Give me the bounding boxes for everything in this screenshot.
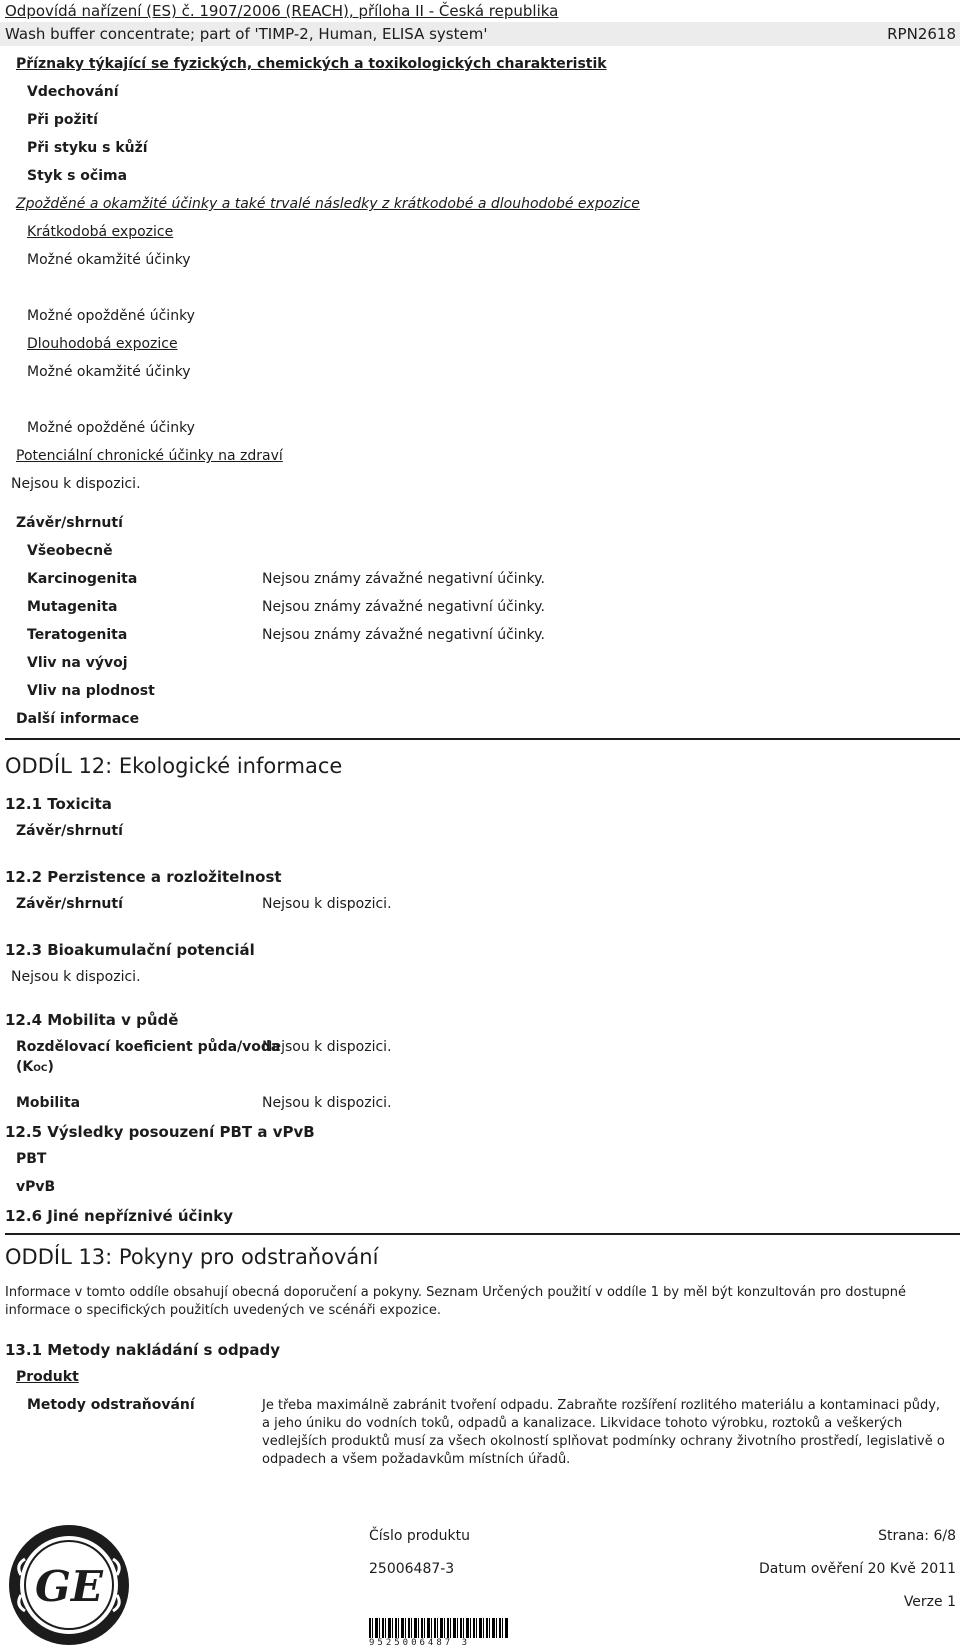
fertility-label: Vliv na plodnost [27,683,155,699]
footer-product-label: Číslo produktu [369,1528,470,1544]
section12-title: ODDÍL 12: Ekologické informace [5,754,343,778]
long-immediate-label: Možné okamžité účinky [27,364,191,380]
short-immediate-label: Možné okamžité účinky [27,252,191,268]
partition-koc-close: ) [47,1059,54,1075]
partition-koc-label [16,1059,54,1076]
summary-heading: Závěr/shrnutí [16,515,123,531]
general-label: Všeobecně [27,543,113,559]
mutagenicity-value: Nejsou známy závažné negativní účinky. [262,599,545,615]
barcode-digits: 9525006487 3 [369,1638,471,1648]
product-heading: Produkt [16,1369,79,1385]
other-info-label: Další informace [16,711,140,727]
long-delayed-label: Možné opožděné účinky [27,420,195,436]
carcinogenicity-value: Nejsou známy závažné negativní účinky. [262,571,545,587]
short-delayed-label: Možné opožděné účinky [27,308,195,324]
ge-logo [7,1523,131,1647]
partition-label: Rozdělovací koeficient půda/voda [16,1039,281,1055]
methods-heading: 13.1 Metody nakládání s odpady [5,1341,281,1359]
development-label: Vliv na vývoj [27,655,128,671]
vpvb-label: vPvB [16,1179,56,1195]
mobility-label: Mobilita [16,1095,81,1111]
section13-title: ODDÍL 13: Pokyny pro odstraňování [5,1245,379,1269]
label-skin-contact: Při styku s kůží [27,140,148,156]
label-ingestion: Při požití [27,112,98,128]
toxicity-heading: 12.1 Toxicita [5,795,112,813]
section13-intro: Informace v tomto oddíle obsahují obecná doporučení a pokyny. Seznam Určených použití v oddíle 1 by měl být konzultován pro dostupné informace o specifických použitích uvedených ve scénáři expozice. [5,1285,907,1318]
footer-date: Datum ověření 20 Kvě 2011 [759,1561,956,1577]
disposal-label: Metody odstraňování [27,1397,195,1413]
header-product-name: Wash buffer concentrate; part of 'TIMP-2, Human, ELISA system' [5,25,488,43]
symptoms-heading: Příznaky týkající se fyzických, chemických a toxikologických charakteristik [16,56,607,72]
header-regulation: Odpovídá nařízení (ES) č. 1907/2006 (REACH), příloha II - Česká republika [5,2,559,20]
chronic-value: Nejsou k dispozici. [11,476,141,492]
ge-logo-text: GE [35,1562,103,1611]
other-effects-heading: 12.6 Jiné nepříznivé účinky [5,1207,234,1225]
label-eye-contact: Styk s očima [27,168,128,184]
teratogenicity-value: Nejsou známy závažné negativní účinky. [262,627,545,643]
toxicity-summary-label: Závěr/shrnutí [16,823,123,839]
disposal-text: Je třeba maximálně zabránit tvoření odpadu. Zabraňte rozšíření rozlitého materiálu a kontaminaci půdy, a jeho úniku do vodních toků, odpadů a kanalizace. Likvidace tohoto výrobku, roztoků a veškerých vedlejších produktů musí za všech okolností splňovat podmínky ochrany životního prostředí, legislativě o odpadech a všem požadavkům místních úřadů. [262,1398,945,1467]
persistence-summary-label: Závěr/shrnutí [16,896,123,912]
section12-rule [5,738,960,740]
persistence-heading: 12.2 Perzistence a rozložitelnost [5,868,282,886]
bioaccumulation-heading: 12.3 Bioakumulační potenciál [5,941,255,959]
partition-value: Nejsou k dispozici. [262,1039,392,1055]
effects-heading: Zpožděné a okamžité účinky a také trvalé následky z krátkodobé a dlouhodobé expozice [16,196,640,212]
long-term-heading: Dlouhodobá expozice [27,336,178,352]
chronic-heading: Potenciální chronické účinky na zdraví [16,448,283,464]
mutagenicity-label: Mutagenita [27,599,118,615]
section13-rule [5,1233,960,1235]
footer-version: Verze 1 [903,1594,956,1610]
carcinogenicity-label: Karcinogenita [27,571,138,587]
footer-page: Strana: 6/8 [878,1528,956,1544]
mobility-heading: 12.4 Mobilita v půdě [5,1011,179,1029]
pbt-heading: 12.5 Výsledky posouzení PBT a vPvB [5,1123,315,1141]
short-term-heading: Krátkodobá expozice [27,224,174,240]
persistence-value: Nejsou k dispozici. [262,896,392,912]
partition-koc-subscript: OC [33,1064,48,1074]
bioaccumulation-value: Nejsou k dispozici. [11,969,141,985]
teratogenicity-label: Teratogenita [27,627,128,643]
product-barcode [369,1618,509,1638]
label-inhalation: Vdechování [27,84,119,100]
mobility-value: Nejsou k dispozici. [262,1095,392,1111]
pbt-label: PBT [16,1151,47,1167]
footer-product-number: 25006487-3 [369,1561,455,1577]
header-product-code: RPN2618 [887,25,956,43]
partition-koc-open: (K [16,1059,34,1075]
